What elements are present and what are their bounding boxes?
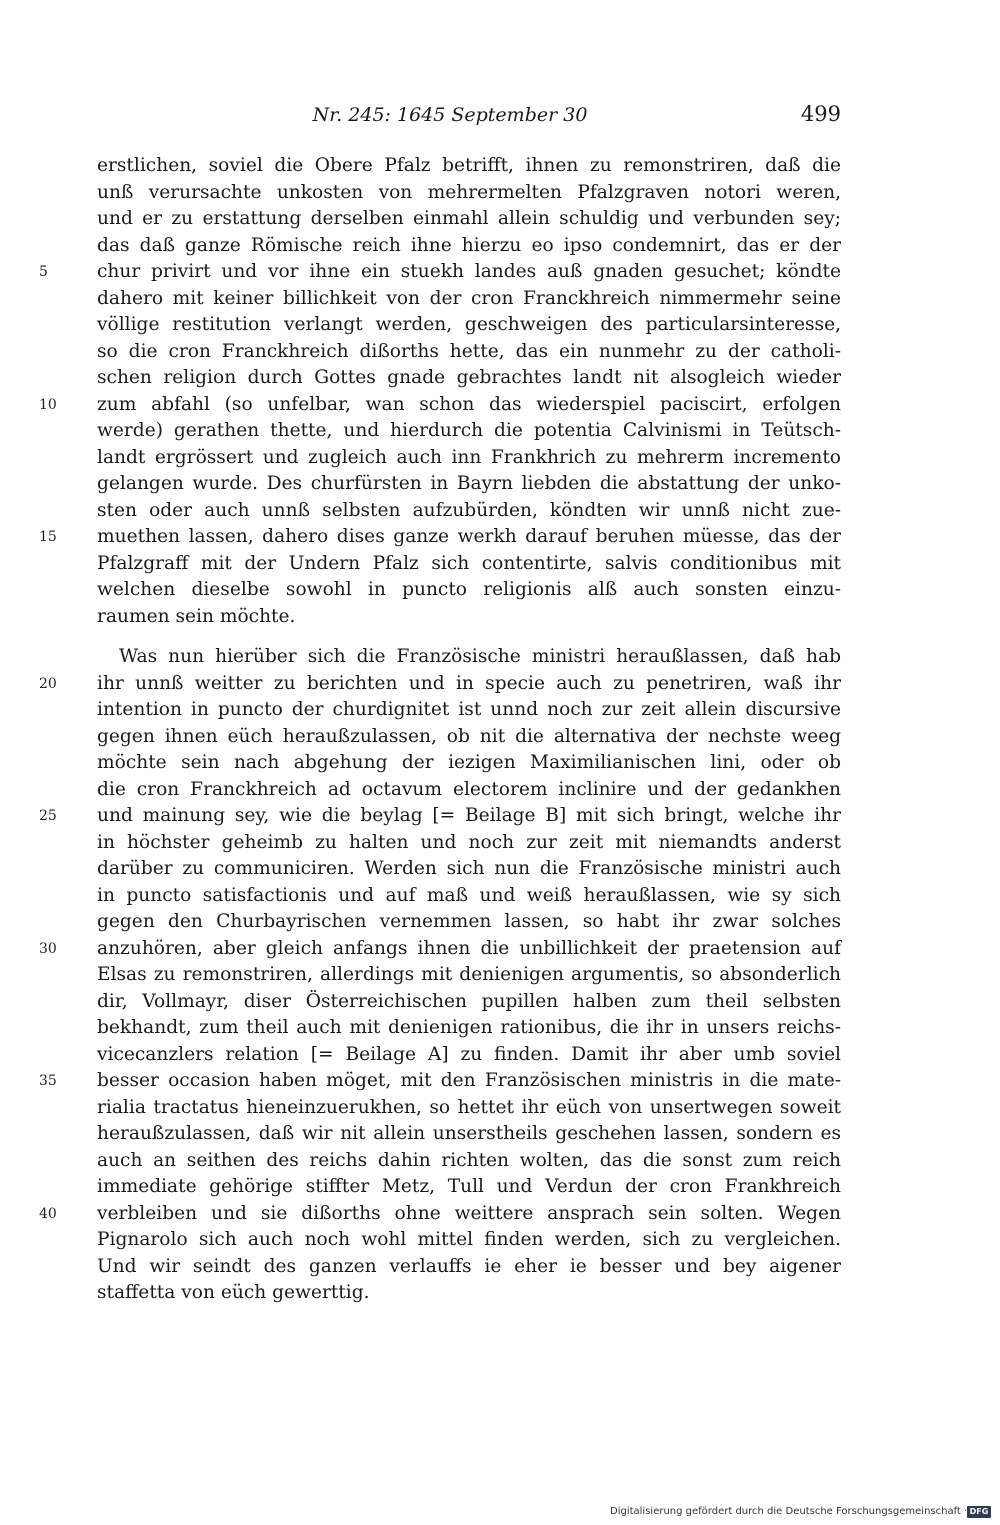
line-text: in puncto satisfactionis und auf maß und weiß heraußlassen, wie sy sich	[97, 884, 841, 906]
line-text: gegen ihnen eüch heraußzulassen, ob nit die alternativa der nechste weeg	[97, 725, 841, 747]
text-line	[97, 153, 841, 180]
line-text: darüber zu communiciren. Werden sich nun die Französische ministri auch	[97, 858, 841, 879]
line-text: rialia tractatus hieneinzuerukhen, so hettet ihr eüch von unsertwegen soweit	[97, 1096, 841, 1118]
text-line	[97, 962, 841, 989]
line-text: staffetta von eüch gewerttig.	[97, 1282, 370, 1303]
line-text: die cron Franckhreich ad octavum electorem inclinire und der gedankhen	[97, 778, 841, 800]
line-text: raumen sein möchte.	[97, 605, 296, 627]
line-text: das daß ganze Römische reich ihne hierzu eo ipso condemnirt, das er der	[97, 234, 841, 256]
text-line	[97, 445, 841, 472]
text-line	[97, 498, 841, 525]
text-line	[39, 936, 841, 963]
text-line	[39, 1068, 841, 1095]
line-text: vicecanzlers relation [= Beilage A] zu finden. Damit ihr aber umb soviel	[97, 1043, 841, 1065]
line-text: chur privirt und vor ihne ein stuekh landes auß gnaden gesuchet; köndte	[97, 261, 841, 282]
line-text: gelangen wurde. Des churfürsten in Bayrn liebden die abstattung der unko-	[97, 473, 841, 494]
line-number: 10	[39, 396, 57, 413]
line-text: erstlichen, soviel die Obere Pfalz betrifft, ihnen zu remonstriren, daß die	[97, 155, 841, 176]
text-line	[97, 856, 841, 883]
text-line	[97, 286, 841, 313]
line-text: dahero mit keiner billichkeit von der cron Franckhreich nimmermehr seine	[97, 287, 841, 309]
text-line	[97, 577, 841, 604]
text-line	[97, 1042, 841, 1069]
text-line	[97, 339, 841, 366]
text-line	[39, 671, 841, 698]
line-text: verbleiben und sie dißorths ohne weittere ansprach sein solten. Wegen	[97, 1202, 841, 1224]
text-line	[97, 909, 841, 936]
line-text: anzuhören, aber gleich anfangs ihnen die unbillichkeit der praetension auf	[97, 937, 841, 959]
line-text: Und wir seindt des ganzen verlauffs ie eher ie besser und bey aigener	[97, 1255, 841, 1277]
text-line	[97, 180, 841, 207]
line-number: 20	[39, 675, 57, 692]
line-text: in höchster geheimb zu halten und noch zur zeit mit niemandts anderst	[97, 831, 841, 853]
digitization-credit: Digitalisierung gefördert durch die Deutsche Forschungsgemeinschaft ·	[610, 1506, 968, 1517]
text-line	[97, 312, 841, 339]
text-line	[97, 604, 841, 631]
line-number: 40	[39, 1205, 57, 1222]
text-line	[97, 1280, 841, 1307]
text-line	[97, 724, 841, 751]
line-text: Elsas zu remonstriren, allerdings mit denienigen argumentis, so absonderlich	[97, 964, 841, 985]
line-text: gegen den Churbayrischen vernemmen lassen, so habt ihr zwar solches	[97, 911, 841, 932]
line-text: besser occasion haben möget, mit den Französischen ministris in die mate-	[97, 1070, 841, 1091]
text-line	[97, 551, 841, 578]
body-text	[39, 153, 841, 1307]
text-line	[39, 803, 841, 830]
line-text: werde) gerathen thette, und hierdurch die potentia Calvinismi in Teütsch-	[97, 420, 841, 441]
line-text: unß verursachte unkosten von mehrermelten Pfalzgraven notori weren,	[97, 181, 841, 203]
line-text: ihr unnß weitter zu berichten und in specie auch zu penetriren, waß ihr	[97, 672, 841, 694]
line-number: 25	[39, 808, 57, 824]
line-text: immediate gehörige stiffter Metz, Tull und Verdun der cron Frankhreich	[97, 1176, 841, 1197]
line-text: schen religion durch Gottes gnade gebrachtes landt nit alsogleich wieder	[97, 367, 841, 388]
text-line	[97, 206, 841, 233]
line-text: sten oder auch unnß selbsten aufzubürden, köndten wir unnß nicht zue-	[97, 499, 841, 521]
line-text: landt ergrössert und zugleich auch inn Frankhrich zu mehrerm incremento	[97, 446, 841, 468]
text-line	[97, 989, 841, 1016]
text-line	[97, 1148, 841, 1175]
line-text: Pfalzgraff mit der Undern Pfalz sich contentirte, salvis conditionibus mit	[97, 552, 841, 574]
line-text: und er zu erstattung derselben einmahl allein schuldig und verbunden sey;	[97, 208, 841, 229]
line-number: 15	[39, 529, 57, 545]
text-line	[39, 259, 841, 286]
line-text: auch an seithen des reichs dahin richten wolten, das die sonst zum reich	[97, 1149, 841, 1171]
text-line	[97, 418, 841, 445]
text-line	[97, 777, 841, 804]
line-text: völlige restitution verlangt werden, geschweigen des particularsinteresse,	[97, 314, 841, 335]
line-text: muethen lassen, dahero dises ganze werkh darauf beruhen müesse, das der	[97, 526, 841, 547]
page-number: 499	[800, 102, 841, 126]
text-line	[97, 1254, 841, 1281]
line-number: 5	[39, 264, 48, 280]
text-line	[97, 1227, 841, 1254]
text-line	[97, 471, 841, 498]
line-number: 35	[39, 1073, 57, 1089]
text-line	[39, 1201, 841, 1228]
line-text: und mainung sey, wie die beylag [= Beilage B] mit sich bringt, welche ihr	[97, 805, 841, 826]
text-line	[39, 524, 841, 551]
text-line	[97, 1095, 841, 1122]
text-line	[97, 365, 841, 392]
text-line	[97, 233, 841, 260]
line-text: intention in puncto der churdignitet ist unnd noch zur zeit allein discursive	[97, 699, 841, 720]
line-text: Pignarolo sich auch noch wohl mittel finden werden, sich zu vergleichen.	[97, 1229, 841, 1250]
text-line	[97, 1121, 841, 1148]
text-line	[97, 1015, 841, 1042]
line-number: 30	[39, 940, 57, 957]
dfg-logo: DFG	[967, 1506, 991, 1518]
running-title: Nr. 245: 1645 September 30	[312, 104, 588, 126]
line-text: welchen dieselbe sowohl in puncto religionis alß auch sonsten einzu-	[97, 579, 841, 600]
line-text: bekhandt, zum theil auch mit denienigen rationibus, die ihr in unsers reichs-	[97, 1017, 841, 1038]
line-text: heraußzulassen, daß wir nit allein unserstheils geschehen lassen, sondern es	[97, 1123, 841, 1144]
line-text: möchte sein nach abgehung der iezigen Maximilianischen lini, oder ob	[97, 752, 841, 773]
text-line	[97, 697, 841, 724]
line-text: Was nun hierüber sich die Französische ministri heraußlassen, daß hab	[119, 646, 841, 667]
text-line	[97, 830, 841, 857]
line-text: dir, Vollmayr, diser Österreichischen pupillen halben zum theil selbsten	[97, 990, 841, 1012]
text-line	[97, 750, 841, 777]
line-text: zum abfahl (so unfelbar, wan schon das wiederspiel paciscirt, erfolgen	[97, 393, 841, 415]
text-line	[97, 883, 841, 910]
text-line	[97, 1174, 841, 1201]
text-line	[97, 644, 841, 671]
text-line	[39, 392, 841, 419]
line-text: so die cron Franckhreich dißorths hette, das ein nunmehr zu der catholi-	[97, 340, 841, 362]
